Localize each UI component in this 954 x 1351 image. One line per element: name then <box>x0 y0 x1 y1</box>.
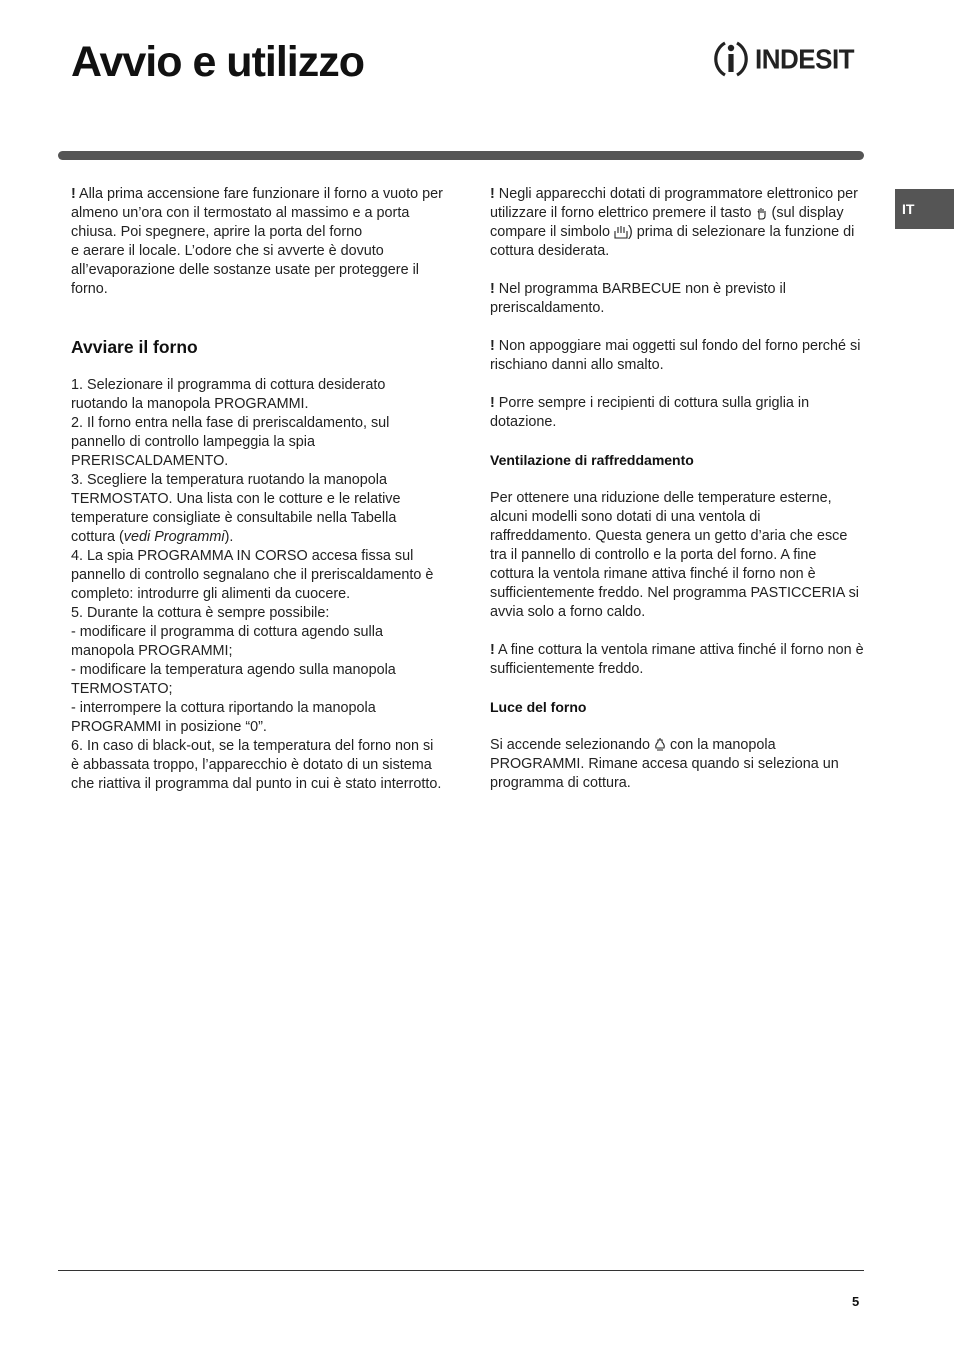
note-ventola: ! A fine cottura la ventola rimane attiva finché il forno non è sufficientemente freddo. <box>490 642 864 677</box>
indesit-logo-icon <box>711 38 751 80</box>
oven-symbol-icon <box>614 225 628 239</box>
brand-logo <box>711 38 854 80</box>
startup-warning-continued: e aerare il locale. L’odore che si avverte è dovuto all’evaporazione delle sostanze usate per proteggere il forno. <box>71 243 419 297</box>
ventilazione-text: Per ottenere una riduzione delle temperature esterne, alcuni modelli sono dotati di una ventola di raffreddamento. Questa genera un getto d’aria che esce tra il pannello di controllo e la porta del forno. A fine cottura la ventola rimane attiva finché il forno non è sufficientemente freddo. Nel programma PASTICCERIA si avvia solo a forno caldo. <box>490 490 859 620</box>
warning-mark: ! <box>71 186 76 202</box>
step-2: 2. Il forno entra nella fase di preriscaldamento, sul pannello di controllo lampeggia la spia PRERISCALDAMENTO. <box>71 415 390 469</box>
step-5-option-1: - modificare il programma di cottura agendo sulla manopola PROGRAMMI; <box>71 624 383 659</box>
startup-warning: ! Alla prima accensione fare funzionare il forno a vuoto per almeno un’ora con il termostato al massimo e a porta chiusa. Poi spegnere, aprire la porta del forno <box>71 186 443 240</box>
cross-reference: vedi Programmi <box>123 529 225 545</box>
page-title: Avvio e utilizzo <box>71 38 364 86</box>
left-column <box>71 185 443 794</box>
language-tab: IT <box>895 189 954 229</box>
note-fondo: ! Non appoggiare mai oggetti sul fondo del forno perché si rischiano danni allo smalto. <box>490 338 861 373</box>
right-column <box>490 185 864 793</box>
lamp-icon <box>654 737 666 752</box>
section-title-luce: Luce del forno <box>490 699 587 715</box>
note-griglia: ! Porre sempre i recipienti di cottura sulla griglia in dotazione. <box>490 395 810 430</box>
luce-text: Si accende selezionando con la manopola PROGRAMMI. Rimane accesa quando si seleziona un programma di cottura. <box>490 737 839 791</box>
step-3: 3. Scegliere la temperatura ruotando la manopola TERMOSTATO. Una lista con le cotture e le relative temperature consigliate è consultabile nella Tabella cottura (vedi Programmi). <box>71 472 401 545</box>
note-barbecue: ! Nel programma BARBECUE non è previsto il preriscaldamento. <box>490 281 786 316</box>
brand-name: INDESIT <box>755 42 855 75</box>
hand-key-icon <box>756 206 768 220</box>
step-6: 6. In caso di black-out, se la temperatura del forno non si è abbassata troppo, l’apparecchio è dotato di un sistema che riattiva il programma dal punto in cui è stato interrotto. <box>71 738 442 792</box>
step-5: 5. Durante la cottura è sempre possibile: <box>71 605 330 621</box>
warning-mark: ! <box>490 186 495 202</box>
header-divider <box>58 151 864 160</box>
footer-divider <box>58 1270 864 1271</box>
step-1: 1. Selezionare il programma di cottura desiderato ruotando la manopola PROGRAMMI. <box>71 377 386 412</box>
section-title-avviare: Avviare il forno <box>71 337 198 357</box>
step-5-option-3: - interrompere la cottura riportando la manopola PROGRAMMI in posizione “0”. <box>71 700 376 735</box>
note-programmatore: ! Negli apparecchi dotati di programmatore elettronico per utilizzare il forno elettrico premere il tasto (sul display compare il simbolo ) prima di selezionare la funzione di cottura desiderata. <box>490 186 858 259</box>
step-4: 4. La spia PROGRAMMA IN CORSO accesa fissa sul pannello di controllo segnalano che il preriscaldamento è completo: introdurre gli alimenti da cuocere. <box>71 548 434 602</box>
section-title-ventilazione: Ventilazione di raffreddamento <box>490 452 694 468</box>
step-5-option-2: - modificare la temperatura agendo sulla manopola TERMOSTATO; <box>71 662 396 697</box>
page-number: 5 <box>852 1294 860 1309</box>
